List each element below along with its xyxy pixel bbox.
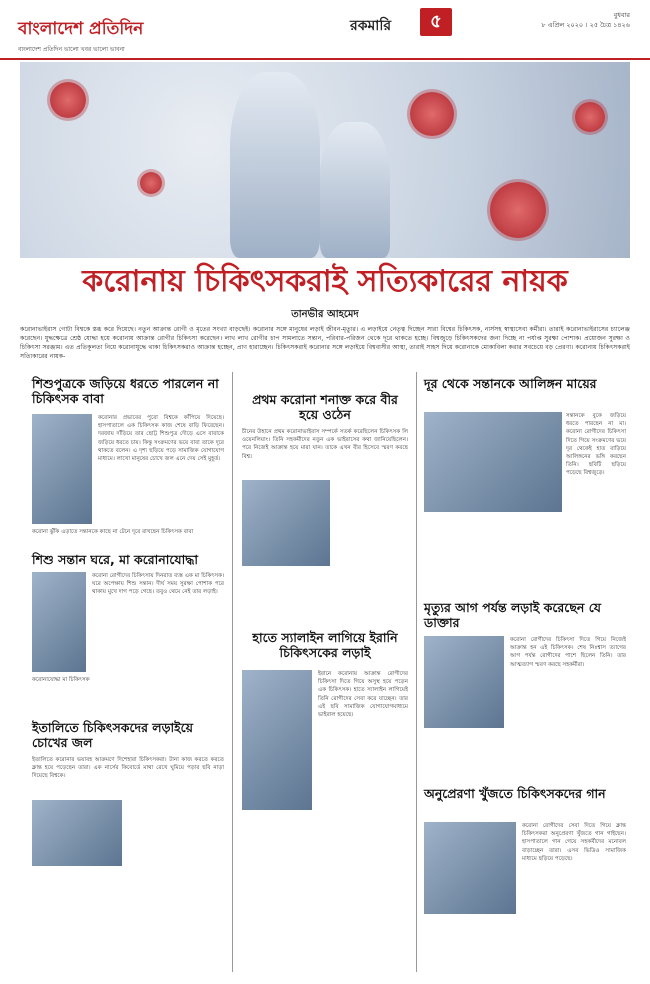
date: ৮ এপ্রিল ২০২০ । ২৫ চৈত্র ১৪২৬ — [541, 21, 630, 29]
virus-graphic — [140, 172, 162, 194]
story-photo — [424, 822, 516, 914]
intro-paragraph: করোনাভাইরাস গোটা বিশ্বকে স্তব্ধ করে দিয়েছে। নতুন আক্রান্ত রোগী ও মৃতের সংখ্যা বাড়ছেই। করোনার সঙ্গে মানুষের লড়াই জীবন-মৃত্যুর। এ লড়াইয়ে নেতৃত্ব দিচ্ছেন সারা বিশ্বের চিকিৎসক, নার্সসহ স্বাস্থ্যসেবা কর্মীরা। তারাই করোনাভাইরাসের চ্যালেঞ্জ করেছেন। যুদ্ধক্ষেত্রে শ্রেষ্ঠ যোদ্ধা হয়ে করোনায় আক্রান্ত রোগীর চিকিৎসা করেছেন। লাখ লাখ রোগীর চাপ সামলাতে সন্তান, পরিবার-পরিজন থেকে দূরে থাকতে হচ্ছে। বিশ্বজুড়ে চিকিৎসকদের জন্য দিচ্ছে না পর্যাপ্ত সুরক্ষা পোশাক। প্রয়োজন সুরক্ষা ও চিকিৎসা সরঞ্জাম। এত প্রতিকূলতা নিয়ে করোনাযুদ্ধে থাকা চিকিৎসকরাও আক্রান্ত হচ্ছেন, প্রাণ হারাচ্ছেন। চিকিৎসকরাই করোনার সঙ্গে লড়াইয়ে বিশ্ববাসীর আস্থা, তারাই সাহস দিয়ে করোনাকে মোকাবিলা করার সবচেয়ে বড় প্রেরণা। করোনায় চিকিৎসকরাই সত্যিকারের নায়ক- — [20, 326, 630, 360]
page-number: ৫ — [420, 8, 452, 36]
story-headline: দূর থেকে সন্তানকে আলিঙ্গন মায়ের — [424, 376, 597, 391]
story-body: করোনা রোগীদের সেবা দিতে গিয়ে ক্লান্ত চিকিৎসকরা অনুপ্রেরণা খুঁজতে গান গাইছেন। হাসপাতালে গান গেয়ে সহকর্মীদের মনোবল বাড়াচ্ছেন তারা। এসব ভিডিও সামাজিক মাধ্যমে ছড়িয়ে পড়েছে। — [522, 823, 626, 862]
story-1 — [32, 376, 224, 406]
story-headline: ইতালিতে চিকিৎসকদের লড়াইয়ে চোখের জল — [32, 720, 194, 750]
story-3 — [424, 376, 624, 391]
logo-text: বাংলাদেশ প্রতিদিন — [18, 19, 144, 39]
doctor-figure — [320, 122, 390, 258]
story-5 — [242, 630, 408, 660]
story-body: সন্তানকে বুকে জড়িয়ে ধরতে পারছেন না মা। করোনা রোগীদের চিকিৎসা দিতে গিয়ে সংক্রমণের ভয়ে দূর থেকেই হাত বাড়িয়ে আলিঙ্গনের ভঙ্গি করছেন তিনি। ছবিটি ছড়িয়ে পড়েছে বিশ্বজুড়ে। — [566, 413, 626, 477]
logo-subtitle: বাংলাদেশ প্রতিদিন ভালো খবর ভালো ভাবনা — [18, 46, 125, 53]
virus-graphic — [575, 102, 605, 132]
story-headline: অনুপ্রেরণা খুঁজতে চিকিৎসকদের গান — [424, 786, 606, 801]
story-photo — [242, 480, 330, 566]
story-body: ইতালিতে করোনার ভয়াবহ আক্রমণে দিশেহারা চিকিৎসকরা। টানা কাজ করতে করতে ক্লান্ত হয়ে পড়েছেন তারা। এক নার্সের কিবোর্ডে মাথা রেখে ঘুমিয়ে পড়ার ছবি নাড়া দিয়েছে বিশ্বকে। — [32, 757, 224, 780]
story-8 — [424, 786, 624, 801]
story-headline: মৃত্যুর আগ পর্যন্ত লড়াই করেছেন যে ডাক্তার — [424, 600, 601, 630]
story-headline: প্রথম করোনা শনাক্ত করে বীর হয়ে ওঠেন — [252, 392, 398, 422]
story-photo — [424, 636, 504, 728]
virus-graphic — [50, 82, 86, 118]
story-6 — [424, 600, 624, 630]
story-body: ইরানে করোনায় আক্রান্ত রোগীদের চিকিৎসা দিতে গিয়ে অসুস্থ হয়ে পড়েন এক চিকিৎসক। হাতে স্যালাইন লাগিয়েই তিনি রোগীদের সেবা করে যাচ্ছেন। তার এই ছবি সামাজিক যোগাযোগমাধ্যমে ভাইরাল হয়েছে। — [318, 671, 408, 719]
hero-image — [20, 62, 630, 258]
story-body: চীনের উহানে প্রথম করোনাভাইরাস সম্পর্কে সতর্ক করেছিলেন চিকিৎসক লি ওয়েনলিয়াং। তিনি সহকর্মীদের নতুন এক ভাইরাসের কথা জানিয়েছিলেন। পরে নিজেই আক্রান্ত হয়ে মারা যান। তাকে এখন বীর হিসেবে স্মরণ করছে বিশ্ব। — [242, 429, 408, 460]
story-7 — [32, 720, 224, 750]
story-headline: শিশু সন্তান ঘরে, মা করোনাযোদ্ধা — [32, 552, 199, 567]
doctor-figure — [230, 72, 320, 258]
photo-caption: করোনাযোদ্ধা মা চিকিৎসক — [32, 677, 90, 683]
masthead — [0, 0, 650, 60]
photo-caption: করোনা ঝুঁকি এড়াতে সন্তানকে কাছে না টেনে দূরে রাখছেন চিকিৎসক বাবা — [32, 529, 194, 535]
story-photo — [32, 800, 122, 866]
column-divider — [232, 372, 233, 972]
date-block — [541, 10, 630, 30]
virus-graphic — [410, 92, 454, 136]
story-body: করোনা রোগীদের চিকিৎসা দিতে গিয়ে নিজেই আক্রান্ত হন এই চিকিৎসক। শেষ নিঃশ্বাস ত্যাগের আগ পর্যন্ত রোগীদের পাশে ছিলেন তিনি। তার আত্মত্যাগ স্মরণ করছে সহকর্মীরা। — [510, 637, 626, 668]
main-headline: করোনায় চিকিৎসকরাই সত্যিকারের নায়ক — [82, 264, 568, 299]
story-body: করোনার প্রভাবের পুরো বিশ্বকে কাঁপিয়ে দিয়েছে। হাসপাতালে এক চিকিৎসক কাজ শেষে বাড়ি ফিরেছেন। দরজায় দাঁড়িয়ে তার ছোট্ট শিশুপুত্র দৌড়ে এসে বাবাকে জড়িয়ে ধরতে চায়। কিন্তু সংক্রমণের ভয়ে বাবা তাকে দূরে থাকতে বলেন। এ দৃশ্য ছড়িয়ে পড়ে সামাজিক যোগাযোগ মাধ্যমে। লাখো মানুষের চোখে জল এনে দেয় সেই মুহূর্ত। — [98, 415, 224, 463]
story-2 — [242, 392, 408, 422]
column-divider — [416, 372, 417, 972]
story-photo — [32, 414, 92, 524]
story-headline: শিশুপুত্রকে জড়িয়ে ধরতে পারলেন না চিকিৎসক বাবা — [32, 376, 219, 406]
virus-graphic — [490, 182, 546, 238]
weekday: বুধবার — [613, 11, 630, 19]
section-title: রকমারি — [350, 18, 392, 34]
newspaper-logo — [18, 16, 143, 55]
story-headline: হাতে স্যালাইন লাগিয়ে ইরানি চিকিৎসকের লড়াই — [252, 630, 398, 660]
story-body: করোনা রোগীদের চিকিৎসায় দিনরাত ব্যস্ত এক মা চিকিৎসক। ঘরে অপেক্ষায় শিশু সন্তান। দীর্ঘ সময় সুরক্ষা পোশাক পরে থাকায় মুখে দাগ পড়ে গেছে। তবুও থেমে নেই তার লড়াই। — [92, 573, 224, 596]
byline: তানভীর আহমেদ — [291, 309, 359, 320]
story-4 — [32, 552, 224, 567]
story-photo — [424, 412, 562, 512]
story-photo — [32, 572, 86, 672]
story-photo — [242, 670, 312, 810]
